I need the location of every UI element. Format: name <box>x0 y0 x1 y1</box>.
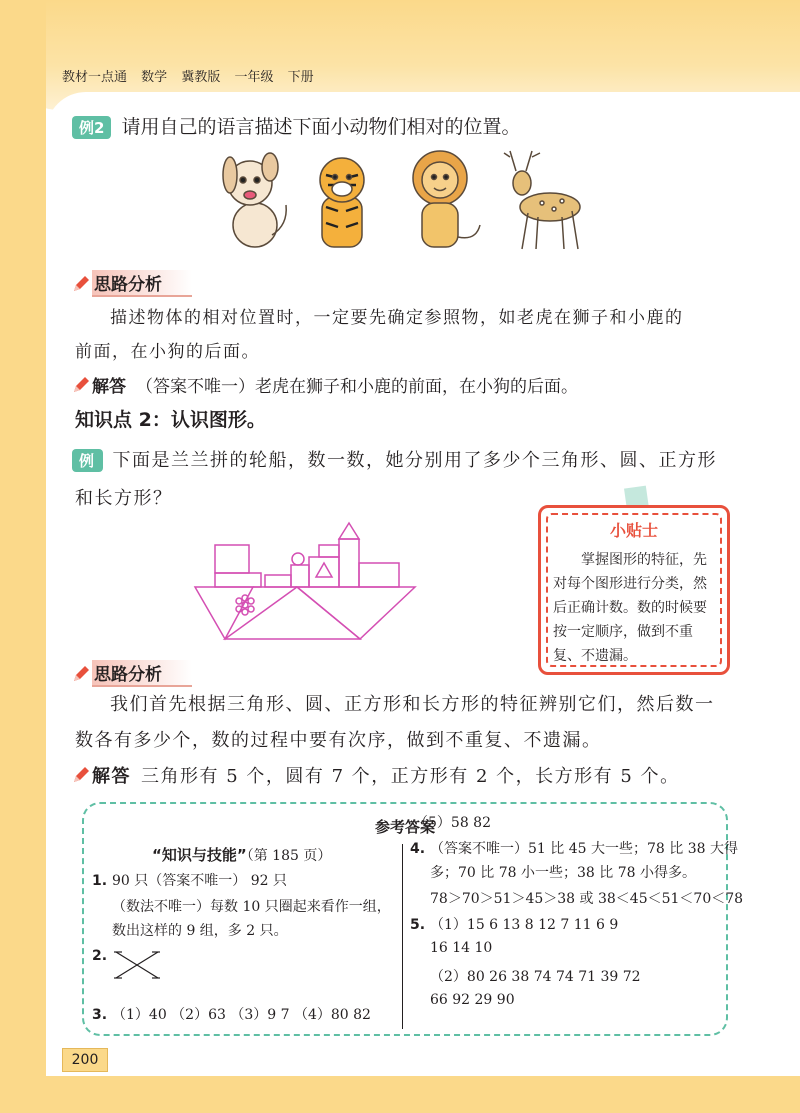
ship-circle-top <box>292 553 304 565</box>
ref-q1-text1: 90 只（答案不唯一） 92 只 <box>112 873 287 889</box>
header-volume: 下册 <box>287 70 314 85</box>
ref-q5-line4: 66 92 29 90 <box>430 992 515 1008</box>
bottom-margin-band <box>0 1076 800 1113</box>
example2-answer <box>72 372 578 397</box>
ship-square-small <box>291 565 309 587</box>
puppy-icon <box>223 153 286 247</box>
flower-circles <box>236 595 254 615</box>
ref-q4-text1: （答案不唯一）51 比 45 大一些；78 比 38 大得 <box>430 841 738 857</box>
ship-rect-right <box>359 563 399 587</box>
ref-q4-line1 <box>410 838 738 858</box>
ship-tower <box>339 539 359 587</box>
ship-triangle-inner <box>316 563 332 577</box>
example2-analysis-label: 思路分析 <box>92 270 192 297</box>
example2-answer-text: （答案不唯一）老虎在狮子和小鹿的前面，在小狗的后面。 <box>136 377 578 397</box>
ref-q1-num: 1. <box>92 873 108 889</box>
reference-title: 参考答案 <box>374 818 435 836</box>
ship-rect-left <box>215 545 249 573</box>
example-answer-label: 解答 <box>92 766 131 787</box>
example2-question-text: 请用自己的语言描述下面小动物们相对的位置。 <box>121 116 521 138</box>
ref-q1-line3: 数出这样的 9 组，多 2 只。 <box>112 923 288 939</box>
reference-subtitle-page: （第 185 页） <box>246 848 332 864</box>
ref-q2-line <box>92 948 112 964</box>
ref-q4-pre: （5）58 82 <box>414 815 491 831</box>
example-question-line1 <box>72 446 717 472</box>
ref-q3-text: （1）40 （2）63 （3）9 7 （4）80 82 <box>112 1007 371 1023</box>
reference-subtitle <box>152 844 331 865</box>
ship-tower-roof <box>339 523 359 539</box>
tip-text: 掌握图形的特征，先对每个图形进行分类，然后正确计数。数的时候要按一定顺序，做到不重复、不遗漏。 <box>553 552 707 664</box>
ref-q5-text1: （1）15 6 13 8 12 7 11 6 9 <box>430 917 619 933</box>
tiger-icon <box>320 158 364 247</box>
example-question-line2: 和长方形？ <box>75 488 173 509</box>
ref-q4-line3: 78＞70＞51＞45＞38 或 38＜45＜51＜70＜78 <box>430 891 744 907</box>
ship-rect-step2 <box>319 545 339 557</box>
knowledge-point-title: 知识点 2：认识图形。 <box>75 409 266 431</box>
ref-q3-num: 3. <box>92 1007 108 1023</box>
deer-icon <box>504 151 580 249</box>
header-book: 教材一点通 <box>62 70 128 85</box>
ref-q4-line2: 多；70 比 78 小一些；38 比 78 小得多。 <box>430 865 696 881</box>
example2-analysis-heading <box>72 270 192 297</box>
running-header <box>62 66 324 85</box>
ref-q5-line2: 16 14 10 <box>430 940 493 956</box>
column-divider <box>402 844 403 1029</box>
header-grade: 一年级 <box>234 70 274 85</box>
example2-tag: 例2 <box>72 116 111 139</box>
ship-figure <box>185 515 420 645</box>
ref-q3-line <box>92 1004 371 1024</box>
example-question-text: 下面是兰兰拼的轮船，数一数，她分别用了多少个三角形、圆、正方形 <box>112 450 718 471</box>
ship-hull-right <box>297 587 415 639</box>
example2-answer-label: 解答 <box>92 377 126 397</box>
ref-q5-num: 5. <box>410 917 426 933</box>
pencil-icon <box>72 665 90 683</box>
ref-q1-line2: （数法不唯一）每数 10 只圈起来看作一组， <box>112 899 391 915</box>
pencil-icon <box>72 766 90 784</box>
example-analysis-heading <box>72 660 192 687</box>
ship-rect-bottom-left <box>215 573 261 587</box>
lion-icon <box>413 151 480 247</box>
ref-q4-num: 4. <box>410 841 426 857</box>
left-margin-band <box>0 0 46 1113</box>
matching-lines-figure <box>112 948 162 982</box>
example2-analysis-line1: 描述物体的相对位置时，一定要先确定参照物，如老虎在狮子和小鹿的 <box>110 308 684 328</box>
header-subject: 数学 <box>141 70 168 85</box>
example-analysis-label: 思路分析 <box>92 660 192 687</box>
example2-question <box>72 112 520 139</box>
reference-answers-box <box>82 802 744 1036</box>
example2-analysis-line2: 前面，在小狗的后面。 <box>75 342 260 362</box>
header-edition: 冀教版 <box>181 70 221 85</box>
example-tag: 例 <box>72 449 103 472</box>
ref-q5-line3: （2）80 26 38 74 74 71 39 72 <box>430 969 641 985</box>
page-number: 200 <box>62 1048 108 1072</box>
tip-title: 小贴士 <box>609 521 658 540</box>
tip-box <box>538 505 730 675</box>
ref-q5-line1 <box>410 914 618 934</box>
ref-q2-num: 2. <box>92 948 108 964</box>
pencil-icon <box>72 275 90 293</box>
reference-subtitle-text: “知识与技能” <box>152 846 247 864</box>
example-analysis-line2: 数各有多少个，数的过程中要有次序，做到不重复、不遗漏。 <box>75 730 602 751</box>
ref-q1-line1 <box>92 870 287 890</box>
example-answer-text: 三角形有 5 个，圆有 7 个，正方形有 2 个，长方形有 5 个。 <box>141 766 680 787</box>
ship-rect-mid <box>265 575 291 587</box>
example-analysis-line1: 我们首先根据三角形、圆、正方形和长方形的特征辨别它们，然后数一 <box>110 694 715 715</box>
animals-illustration <box>210 145 590 255</box>
pencil-icon <box>72 376 90 394</box>
example-answer <box>72 762 680 788</box>
